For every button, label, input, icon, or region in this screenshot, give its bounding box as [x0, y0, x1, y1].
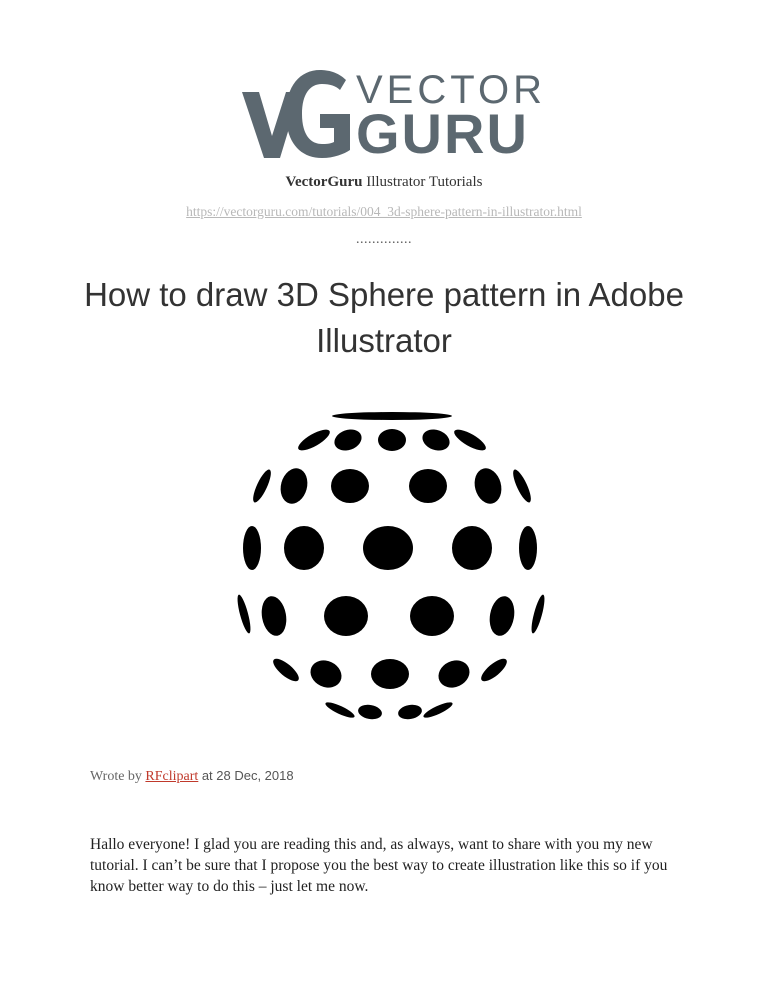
author-link[interactable]: RFclipart	[145, 769, 199, 784]
intro-paragraph: Hallo everyone! I glad you are reading this and, as always, want to share with you my new tutorial. I can’t be sure that I propose you the best way to create illustration like this so if you know better way to do this – just let me now.	[90, 835, 668, 895]
sphere-dot	[324, 596, 368, 636]
tagline-text: Illustrator Tutorials	[366, 174, 483, 190]
logo-word-vector: VECTOR	[356, 68, 546, 112]
sphere-dot	[284, 526, 324, 570]
publish-date: at 28 Dec, 2018	[201, 768, 294, 783]
sphere-dot	[306, 655, 346, 692]
sphere-dot	[235, 594, 253, 635]
site-tagline	[0, 174, 768, 191]
sphere-dot	[452, 526, 492, 570]
sphere-dot	[422, 700, 454, 721]
logo-word-guru: GURU	[356, 102, 529, 165]
tutorial-url-link[interactable]: https://vectorguru.com/tutorials/004_3d-sphere-pattern-in-illustrator.html	[186, 204, 582, 219]
sphere-dot	[243, 526, 261, 570]
sphere-dot	[451, 426, 488, 454]
sphere-dot	[510, 468, 534, 505]
vectorguru-logo	[242, 66, 546, 165]
brand-name: VectorGuru	[285, 174, 363, 190]
sphere-dot	[332, 412, 452, 420]
sphere-dot	[471, 465, 505, 507]
sphere-dot	[410, 596, 454, 636]
sphere-dot	[331, 469, 369, 503]
sphere-dot	[419, 426, 452, 454]
sphere-dot	[277, 465, 311, 507]
sphere-dot	[357, 703, 383, 721]
sphere-dot	[397, 703, 423, 721]
article-title: How to draw 3D Sphere pattern in Adobe Illustrator	[84, 276, 684, 359]
vg-monogram	[242, 66, 354, 160]
sphere-dot	[487, 594, 518, 638]
sphere-dot	[434, 655, 474, 692]
separator-dots: ..............	[356, 232, 412, 247]
sphere-dot	[270, 655, 302, 685]
byline-prefix: Wrote by	[90, 769, 142, 784]
sphere-dot	[295, 426, 332, 454]
sphere-dot	[371, 659, 409, 689]
article-byline	[90, 768, 294, 785]
sphere-dot	[363, 526, 413, 570]
sphere-dot	[250, 468, 274, 505]
sphere-dot	[259, 594, 290, 638]
sphere-pattern-illustration	[232, 404, 552, 730]
sphere-dot	[378, 429, 406, 451]
sphere-dot	[409, 469, 447, 503]
sphere-dot	[324, 700, 356, 721]
sphere-dot	[478, 655, 510, 685]
sphere-dot	[529, 594, 547, 635]
sphere-dot	[331, 426, 364, 454]
sphere-dot	[519, 526, 537, 570]
